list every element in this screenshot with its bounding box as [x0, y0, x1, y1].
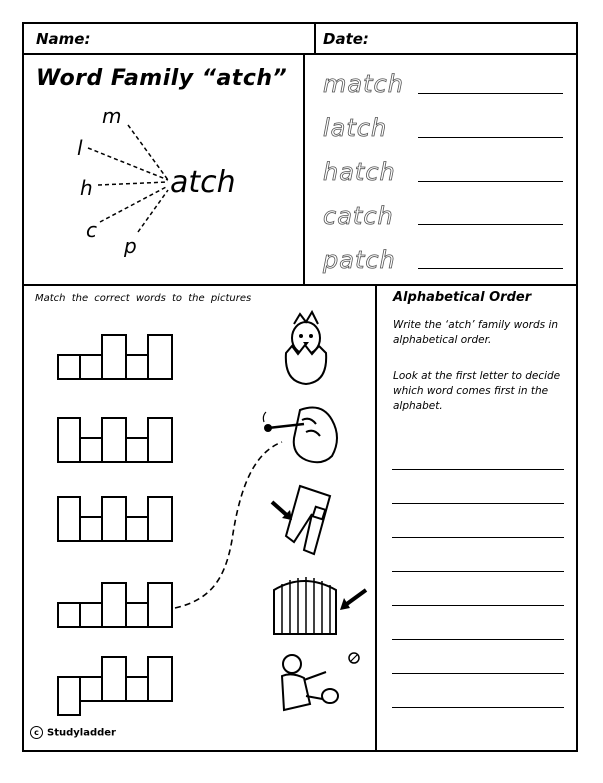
bottom-section-vertical-divider — [375, 284, 377, 752]
name-label: Name: — [36, 30, 91, 48]
writing-line-3[interactable] — [418, 181, 563, 182]
copyright-icon: c — [30, 726, 43, 739]
alphabetical-order-title: Alphabetical Order — [393, 290, 532, 305]
word-shape-box-1[interactable] — [55, 330, 175, 385]
writing-line-1[interactable] — [418, 93, 563, 94]
alphabetical-writing-line-7[interactable] — [392, 673, 564, 674]
boy-catching-ball-icon[interactable] — [270, 648, 365, 723]
alphabetical-instruction-1: Write the ‘atch’ family words in alphabetical order. — [393, 319, 559, 346]
onset-connector-lines — [0, 0, 303, 285]
onset-letter-l: l — [77, 136, 83, 160]
writing-line-2[interactable] — [418, 137, 563, 138]
word-shape-box-2[interactable] — [55, 413, 175, 468]
word-shape-box-5[interactable] — [55, 652, 175, 718]
studyladder-footer — [30, 726, 116, 739]
alphabetical-instruction-2: Look at the first letter to decide which word comes first in the alphabet. — [393, 370, 561, 412]
trace-word-latch: latch — [323, 114, 388, 142]
patched-trousers-icon[interactable] — [270, 482, 345, 557]
writing-line-4[interactable] — [418, 224, 563, 225]
alphabetical-writing-line-4[interactable] — [392, 571, 564, 572]
date-label: Date: — [323, 30, 369, 48]
onset-letter-c: c — [86, 218, 97, 242]
writing-line-5[interactable] — [418, 268, 563, 269]
onset-letter-m: m — [102, 104, 122, 128]
onset-letter-h: h — [80, 176, 93, 200]
alphabetical-writing-line-3[interactable] — [392, 537, 564, 538]
alphabetical-writing-line-5[interactable] — [392, 605, 564, 606]
trace-word-catch: catch — [323, 202, 394, 230]
onset-letter-p: p — [124, 234, 137, 258]
alphabetical-writing-line-2[interactable] — [392, 503, 564, 504]
alphabetical-writing-line-1[interactable] — [392, 469, 564, 470]
trace-word-hatch: hatch — [323, 158, 396, 186]
alphabetical-writing-line-8[interactable] — [392, 707, 564, 708]
brand-name: Studyladder — [47, 727, 116, 739]
header-vertical-divider — [314, 22, 316, 55]
word-shape-box-3[interactable] — [55, 492, 175, 547]
chick-hatching-icon[interactable] — [276, 308, 336, 388]
matching-instruction: Match the correct words to the pictures — [35, 293, 252, 304]
gate-latch-icon[interactable] — [270, 572, 370, 638]
word-family-title: Word Family “atch” — [36, 66, 288, 91]
match-striking-icon[interactable] — [262, 398, 344, 468]
word-shape-box-4[interactable] — [55, 578, 175, 633]
trace-word-match: match — [323, 70, 404, 98]
trace-word-patch[interactable]: patch — [323, 246, 396, 274]
rime-atch: atch — [170, 165, 236, 200]
alphabetical-writing-line-6[interactable] — [392, 639, 564, 640]
top-section-vertical-divider — [303, 53, 305, 285]
